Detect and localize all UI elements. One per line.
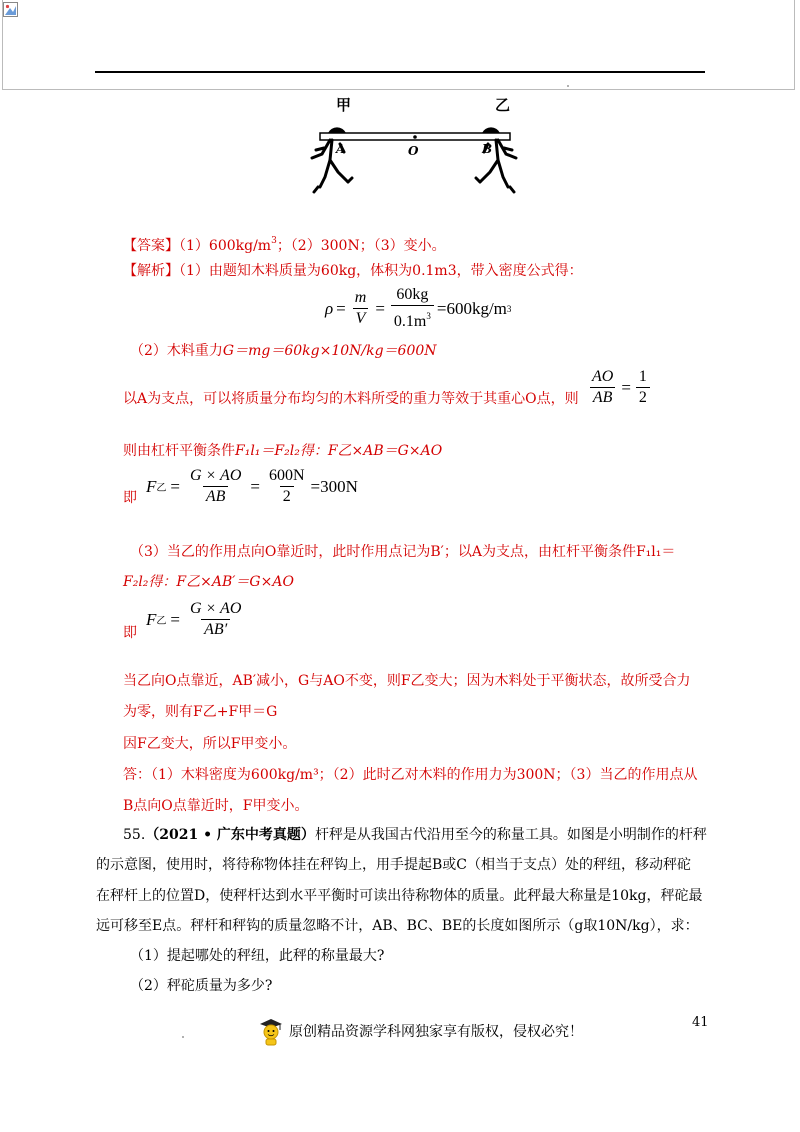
force-result: =300N [310, 476, 358, 496]
problem-55-line-2: 的示意图，使用时，将待称物体挂在秤钩上，用手提起B或C（相当于支点）处的秤纽，移动秤砣 [96, 857, 691, 873]
problem-55-line-4: 远可移至E点。秤杆和秤钩的质量忽略不计，AB、BC、BE的长度如图所示（g取10N/kg），求： [96, 918, 699, 934]
footer [256, 1016, 583, 1046]
answer-text-2: ；（2）300N；（3）变小。 [276, 238, 446, 254]
conclusion-line-2: 为零，则有F乙+F甲＝G [123, 704, 278, 720]
figure-label-jia: 甲 [336, 96, 352, 114]
analysis-tag: 【解析】 [123, 263, 179, 279]
force-sub: 乙 [156, 483, 167, 494]
figure-point-o: O [408, 144, 419, 158]
question-2: （2）秤砣质量为多少? [130, 978, 273, 994]
figure-point-a: A [336, 142, 346, 156]
part2-formula: G＝mg＝60kg×10N/kg＝600N [222, 343, 437, 359]
problem-number: 55. [123, 827, 146, 843]
force-symbol: F [146, 609, 157, 629]
balance-line [123, 442, 442, 460]
answer-sup: 3 [271, 236, 277, 246]
force-sub: 乙 [156, 616, 167, 627]
frac-num: 600N [268, 467, 305, 484]
conclusion-line-1: 当乙向O点靠近，AB′减小，G与AO不变，则F乙变大；因为木料处于平衡状态，故所受合力 [123, 673, 691, 689]
eq-sign: = [170, 476, 180, 496]
frac-den: 2 [636, 387, 650, 407]
balance-prefix: 则由杠杆平衡条件 [123, 443, 235, 459]
analysis-text: （1）由题知木料质量为60kg，体积为0.1m3，带入密度公式得： [179, 263, 583, 279]
problem-text: 杆秤是从我国古代沿用至今的称量工具。如图是小明制作的杆秤 [314, 827, 707, 843]
mascot-logo-icon [256, 1016, 286, 1046]
header-frame [2, 0, 795, 90]
speck [567, 85, 569, 87]
question-1: （1）提起哪处的秤纽，此秤的称量最大? [130, 948, 385, 964]
footer-text: 原创精品资源学科网独家享有版权，侵权必究！ [289, 1024, 583, 1040]
frac-num: 1 [638, 368, 647, 385]
eq-sign: = [375, 298, 385, 318]
force-formula-prime [146, 600, 247, 639]
fraction-ao-ab [589, 368, 616, 407]
frac-den: $0.1m^3$ [391, 305, 434, 331]
force-symbol: F [146, 476, 157, 496]
frac-den: V [353, 308, 369, 328]
part2-prefix: （2）木料重力 [130, 343, 223, 359]
density-result: =600kg/m [436, 298, 507, 318]
speck [182, 1036, 184, 1038]
rho-symbol: ρ [325, 298, 334, 318]
problem-55-line-3: 在秤杆上的位置D，使秤杆达到水平平衡时可读出待称物体的质量。此秤最大称量是10kg，秤砣最 [96, 888, 703, 904]
figure-point-b: B [482, 142, 493, 156]
frac-den: AB [203, 486, 229, 506]
ji-label-2: 即 [123, 625, 137, 641]
part3-line-1: （3）当乙的作用点向O靠近时，此时作用点记为B′；以A为支点，由杠杆平衡条件F₁l₁＝ [130, 544, 676, 560]
final-answer-line-1: 答：（1）木料密度为600kg/m³；（2）此时乙对木料的作用力为300N；（3）当乙的作用点从 [123, 767, 698, 783]
fraction-600-2 [266, 467, 308, 506]
final-answer-line-2: B点向O点靠近时，F甲变小。 [123, 798, 309, 814]
header-rule [95, 71, 705, 73]
fraction-values [391, 286, 434, 331]
page-number: 41 [692, 1015, 709, 1030]
conclusion-line-3: 因F乙变大，所以F甲变小。 [123, 736, 297, 752]
analysis-line-1 [123, 262, 583, 280]
frac-den: AB′ [201, 619, 230, 639]
eq-sign: = [250, 476, 260, 496]
frac-den: 2 [280, 486, 294, 506]
broken-image-icon [3, 2, 18, 17]
problem-55-line-1 [123, 826, 707, 844]
frac-num: 60kg [396, 286, 429, 303]
balance-formula: F₁l₁＝F₂l₂得：F乙×AB＝G×AO [235, 443, 443, 459]
figure-label-yi: 乙 [495, 96, 511, 114]
answer-text-1: （1）600kg/m [179, 238, 272, 254]
part2-line [130, 342, 437, 360]
frac-den: AB [590, 387, 616, 407]
fraction-m-v [352, 289, 370, 328]
fraction-g-ao-ab [187, 467, 244, 506]
frac-num: AO [592, 368, 614, 385]
eq-sign: = [336, 298, 346, 318]
eq-sign: = [170, 609, 180, 629]
lever-figure [300, 92, 530, 207]
answer-tag: 【答案】 [123, 238, 179, 254]
density-result-sup: 3 [506, 303, 512, 314]
frac-num: m [354, 289, 367, 306]
ji-label-1: 即 [123, 490, 137, 506]
ratio-formula [586, 368, 653, 407]
fulcrum-line [123, 390, 579, 408]
fraction-half [636, 368, 650, 407]
fulcrum-text: 以A为支点，可以将质量分布均匀的木料所受的重力等效于其重心O点，则 [123, 391, 579, 407]
answer-line [123, 232, 446, 255]
part3-line-2: F₂l₂得：F乙×AB′＝G×AO [123, 574, 294, 590]
frac-num: G × AO [189, 467, 242, 484]
frac-num: G × AO [189, 600, 242, 617]
eq-sign: = [621, 377, 631, 397]
problem-source: （2021 • 广东中考真题） [145, 827, 315, 843]
density-formula [325, 286, 511, 331]
force-formula [146, 467, 358, 506]
fraction-g-ao-abp [187, 600, 244, 639]
